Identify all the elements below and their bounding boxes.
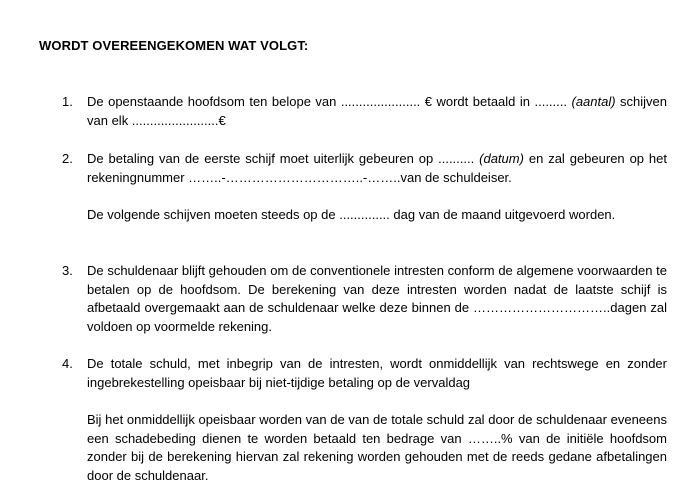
italic-placeholder: (datum) [479,151,524,166]
list-item-2-subparagraph: De volgende schijven moeten steeds op de .............. dag van de maand uitgevoerd worden. [87,207,616,222]
list-item-number: 2. [62,151,73,166]
list-item-number: 1. [62,94,73,109]
text-segment: De betaling van de eerste schijf moet uiterlijk gebeuren op .......... [87,151,480,166]
list-item-2 [62,150,667,187]
list-item-number: 4. [62,356,73,371]
list-item-text: De totale schuld, met inbegrip van de intresten, wordt onmiddellijk van rechtswege en zonder ingebrekestelling opeisbaar bij niet-tijdige betaling op de vervaldag [87,356,667,390]
list-item-number: 3. [62,263,73,278]
list-item-4 [62,355,667,392]
list-item-text [87,93,667,130]
text-segment: schijven van elk ........................€ [87,94,668,128]
list-item-text [87,150,667,187]
text-segment: en zal gebeuren op het rekeningnummer ……..-…………………………..-……..van de schuldeiser. [87,151,668,185]
italic-placeholder: (aantal) [571,94,616,109]
document-heading: WORDT OVEREENGEKOMEN WAT VOLGT: [39,38,309,53]
list-item-4-subparagraph: Bij het onmiddellijk opeisbaar worden van de van de totale schuld zal door de schuldenaar eveneens een schadebeding dienen te worden betaald ten bedrage van ……..% van de initiële hoofdsom zonder bij de berekening hiervan zal rekening worden gehouden met de reeds gedane afbetalingen door de schuldenaar. [87,412,667,483]
list-item-text: De schuldenaar blijft gehouden om de conventionele intresten conform de algemene voorwaarden te betalen op de hoofdsom. De berekening van deze intresten worden nadat de laatste schijf is afbetaald overgemaakt aan de schuldenaar welke deze binnen de …………………………..dagen zal voldoen op voormelde rekening. [87,263,667,334]
list-item-3 [62,262,667,336]
list-item-1 [62,93,667,130]
text-segment: De openstaande hoofdsom ten belope van ...................... € wordt betaald in ......... [87,94,572,109]
